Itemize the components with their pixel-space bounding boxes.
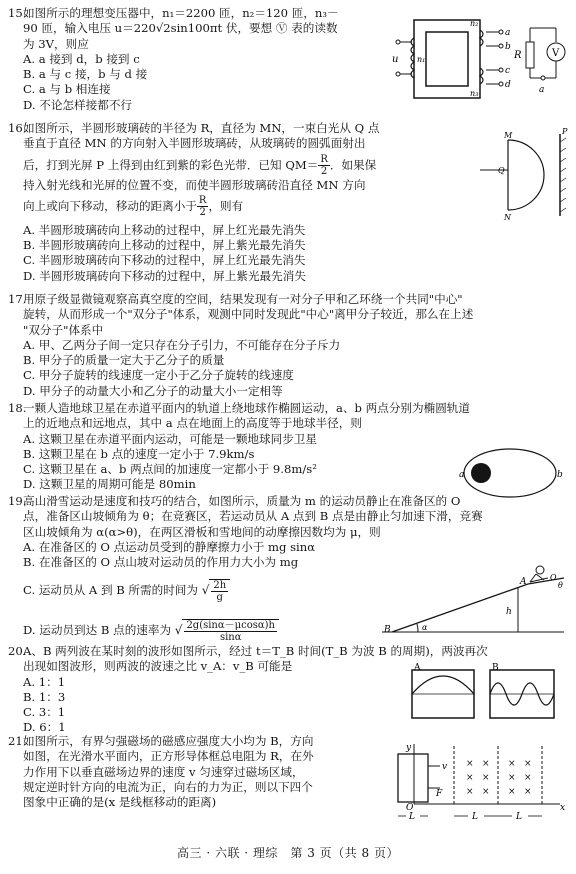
option-a: A. a 接到 d，b 接到 c [23, 51, 140, 66]
fraction-numerator: 2g(sinα－μcosα)h [186, 620, 275, 632]
label-O: O [550, 573, 557, 582]
glass-brick-figure [478, 128, 570, 224]
question-text: 持入射光线和光屏的位置不变，而使半圆形玻璃砖沿直径 MN 方向 [23, 177, 366, 192]
question-text: 图象中正确的是(x 是线框移动的距离) [23, 795, 217, 810]
option-d: D. 半圆形玻璃砖向下移动的过程中，屏上紫光最先消失 [23, 268, 306, 283]
option-b: B. 甲分子的质量一定大于乙分子的质量 [23, 353, 225, 368]
label-Q: Q [498, 166, 505, 175]
option-a: A. 在准备区的 O 点运动员受到的静摩擦力小于 mg sinα [23, 539, 316, 554]
label-n3: n₃ [470, 89, 479, 98]
question-number: 20. [8, 644, 27, 658]
question-text: 力作用下以垂直磁场边界的速度 v 匀速穿过磁场区域， [23, 764, 304, 779]
magnetic-field-figure [392, 740, 570, 824]
svg-text:×: × [482, 759, 490, 769]
option-a: A. 半圆形玻璃砖向上移动的过程中，屏上红光最先消失 [23, 222, 306, 237]
question-text: "双分子"体系中 [23, 322, 104, 337]
question-text: 上的近地点和远地点，其中 a 点在地面上的高度等于地球半径，则 [23, 416, 362, 431]
fraction-numerator: R [198, 195, 207, 207]
label-b: b [557, 470, 563, 480]
option-c: C. 半圆形玻璃砖向下移动的过程中，屏上红光最先消失 [23, 253, 306, 268]
label-x: x [560, 803, 566, 813]
label-R: R [514, 50, 522, 61]
svg-text:×: × [524, 773, 532, 783]
label-output-a: a [539, 85, 545, 95]
wave-figure [408, 664, 566, 726]
question-text: 区山坡倾角为 α(α>θ)，在两区滑板和雪地间的动摩擦因数均为 μ，则 [23, 524, 381, 539]
label-alpha: α [422, 623, 428, 632]
svg-text:×: × [508, 787, 516, 797]
question-line [8, 152, 379, 178]
option-b: B. 在准备区的 O 点山坡对运动员的作用力大小为 mg [23, 555, 299, 570]
fraction-r-over-2 [318, 154, 330, 177]
label-L: L [409, 812, 415, 822]
option-b: B. 这颗卫星在 b 点的速度一定小于 7.9km/s [23, 446, 255, 461]
option-a: A. 1：1 [23, 674, 66, 689]
square-frame [398, 754, 428, 802]
question-number: 16. [8, 121, 27, 135]
svg-text:×: × [524, 759, 532, 769]
label-F: F [436, 789, 443, 799]
question-text: 如图所示，半圆形玻璃砖的半径为 R，直径为 MN，一束白光从 Q 点 [23, 121, 380, 135]
question-number: 17. [8, 292, 27, 306]
question-text: 如图所示的理想变压器中，n₁＝2200 匝，n₂＝120 匝，n₃－ [23, 6, 339, 20]
question-number: 18. [8, 401, 27, 415]
option-d-text: D. 运动员到达 B 点的速率为 [23, 623, 172, 638]
label-h: h [506, 607, 512, 617]
fraction-denominator: g [216, 592, 223, 604]
svg-text:×: × [482, 787, 490, 797]
fraction-r-over-2 [197, 195, 209, 218]
sqrt-fraction [209, 579, 230, 603]
skier-icon [536, 566, 544, 574]
question-text: 为 3V，则应 [23, 36, 89, 51]
label-wave-B: B [492, 663, 499, 673]
question-text: 如图所示，有界匀强磁场的磁感应强度大小均为 B，方向 [23, 734, 314, 748]
option-b: B. 半圆形玻璃砖向上移动的过程中，屏上紫光最先消失 [23, 238, 306, 253]
question-15 [8, 6, 339, 113]
option-c: C. 甲分子旋转的线速度一定小于乙分子旋转的线速度 [23, 368, 294, 383]
option-b: B. a 与 c 接，b 与 d 接 [23, 67, 148, 82]
question-number: 19. [8, 494, 27, 508]
fraction-denominator: 2 [320, 166, 328, 178]
question-text: 垂直于直径 MN 的方向射入半圆形玻璃砖，从玻璃砖的圆弧面射出 [23, 136, 366, 151]
question-18 [8, 401, 470, 493]
question-text: 点，准备区山坡倾角为 θ；在竞赛区，若运动员从 A 点到 B 点是由静止匀加速下滑，竞赛 [23, 509, 483, 524]
question-text: A、B 两列波在某时刻的波形如图所示，经过 t＝T_B 时间(T_B 为波 B 的周期)，两波再次 [23, 644, 488, 658]
label-L: L [516, 812, 522, 822]
option-c-text: C. 运动员从 A 到 B 所需的时间为 [23, 583, 198, 598]
label-u: u [392, 54, 399, 65]
option-b: B. 1：3 [23, 689, 66, 704]
svg-text:×: × [508, 759, 516, 769]
option-c: C. 3：1 [23, 705, 66, 720]
option-a: A. 这颗卫星在赤道平面内运动，可能是一颗地球同步卫星 [23, 431, 317, 446]
question-text: ．如果保 [329, 157, 377, 172]
option-a: A. 甲、乙两分子间一定只存在分子引力，不可能存在分子斥力 [23, 337, 341, 352]
question-text: 后，打到光屏 P 上得到由红到紫的彩色光带．已知 QM＝ [23, 157, 319, 172]
question-text: 一颗人造地球卫星在赤道平面内的轨道上绕地球作椭圆运动，a、b 两点分别为椭圆轨道 [23, 401, 470, 415]
question-line [8, 193, 379, 219]
option-d: D. 6：1 [23, 720, 66, 735]
question-number: 21. [8, 734, 27, 748]
voltmeter-label: V [552, 48, 560, 59]
fraction-denominator: sinα [219, 632, 242, 644]
option-c: C. 这颗卫星在 a、b 两点间的加速度一定都小于 9.8m/s² [23, 462, 317, 477]
label-terminal-b: b [505, 42, 511, 52]
ski-slope-figure [378, 556, 572, 638]
label-v: v [442, 762, 448, 772]
label-M: M [504, 131, 513, 140]
label-wave-A: A [414, 663, 421, 673]
label-L: L [472, 812, 478, 822]
sqrt-fraction [182, 619, 279, 643]
question-text: ，则有 [208, 198, 244, 213]
svg-text:×: × [466, 759, 474, 769]
label-terminal-c: c [505, 66, 511, 76]
option-d: D. 运动员到达 B 点的速率为 √ $\frac{2g(\sin\alpha-\mu\cos\alpha)h}{\sin\alpha}$ [8, 610, 483, 650]
svg-text:×: × [524, 787, 532, 797]
question-text: 如图，在光滑水平面内，正方形导体框总电阻为 R，在外 [23, 749, 314, 764]
question-text: 高山滑雪运动是速度和技巧的结合，如图所示，质量为 m 的运动员静止在准备区的 O [23, 494, 461, 508]
option-d: D. 这颗卫星的周期可能是 80min [23, 477, 196, 492]
label-B: B [384, 625, 391, 635]
label-terminal-d: d [505, 80, 511, 90]
fraction-numerator: R [320, 154, 328, 166]
question-text: 出现如图波形，则两波的波速之比 v_A：v_B 可能是 [23, 659, 293, 674]
option-c: C. 运动员从 A 到 B 所需的时间为 √ $\frac{2h}{g}$ [8, 570, 483, 610]
question-21 [8, 734, 314, 810]
question-16 [8, 121, 379, 284]
option-d: D. 不论怎样接都不行 [23, 97, 133, 112]
question-number: 15. [8, 6, 27, 20]
label-y: y [406, 743, 412, 753]
label-P: P [562, 127, 568, 136]
question-text: 90 匝，输入电压 u＝220√2sin100πt 伏，要想 Ⓥ 表的读数 [23, 21, 338, 36]
earth-icon [471, 463, 491, 483]
label-n1: n₁ [417, 55, 426, 64]
label-n2: n₂ [470, 19, 479, 28]
svg-text:×: × [508, 773, 516, 783]
label-theta: θ [558, 581, 563, 590]
label-N: N [504, 213, 511, 222]
question-text: 向上或向下移动，移动的距离小于 [23, 198, 197, 213]
label-A: A [520, 577, 527, 587]
question-17 [8, 292, 473, 399]
fraction-denominator: 2 [199, 207, 206, 219]
page-footer: 高三 · 六联 · 理综 第 3 页（共 8 页） [177, 846, 399, 860]
transformer-figure [392, 12, 568, 110]
svg-text:×: × [466, 787, 474, 797]
fraction-numerator: 2h [213, 580, 227, 592]
option-d: D. 甲分子的动量大小和乙分子的动量大小一定相等 [23, 383, 283, 398]
question-text: 用原子级显微镜观察高真空度的空间，结果发现有一对分子甲和乙环绕一个共同"中心" [23, 292, 463, 306]
svg-text:×: × [482, 773, 490, 783]
question-text: 规定逆时针方向的电流为正，向右的力为正，则以下四个 [23, 779, 313, 794]
option-c: C. a 与 b 相连接 [23, 82, 111, 97]
label-O: O [406, 803, 414, 813]
label-a: a [459, 470, 465, 480]
question-text: 旋转，从而形成一个"双分子"体系，观测中同时发现此"中心"离甲分子较近，那么在上述 [23, 307, 474, 322]
label-terminal-a: a [505, 28, 511, 38]
svg-text:×: × [466, 773, 474, 783]
